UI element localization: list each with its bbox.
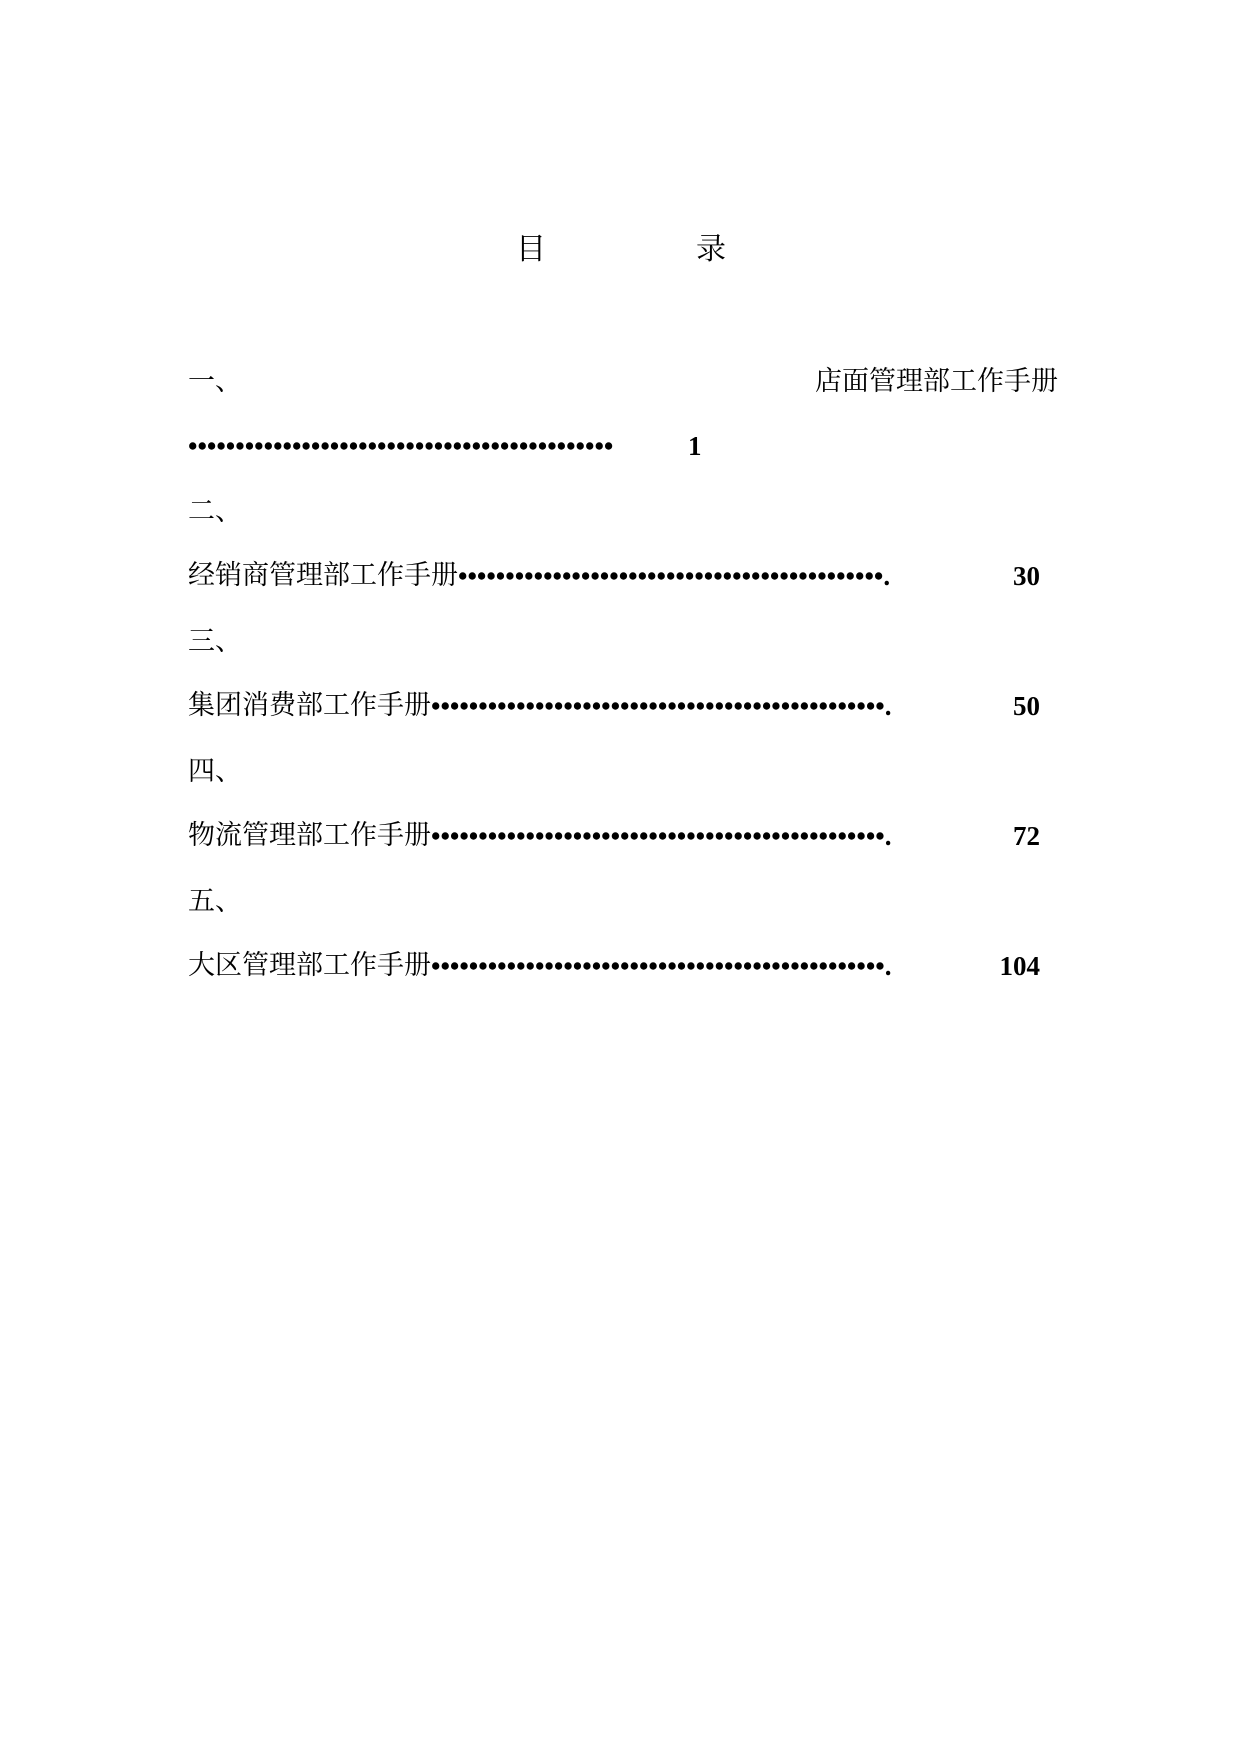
toc-entry-marker: 一、 (188, 366, 242, 397)
toc-entry-name: 物流管理部工作手册 (188, 820, 431, 851)
toc-entry-1-leader-line (188, 426, 708, 466)
toc-page-number: 50 (1013, 691, 1040, 721)
toc-entry-name: 店面管理部工作手册 (815, 366, 1058, 397)
toc-page-number: 72 (1013, 821, 1040, 851)
toc-entry-1-heading (188, 362, 1058, 402)
toc-entry-3 (188, 686, 1040, 726)
toc-entry-marker: 二、 (188, 496, 242, 527)
toc-entry-name: 经销商管理部工作手册 (188, 560, 458, 591)
toc-title-char-1: 目 (516, 232, 546, 267)
toc-leader-dots: ••••••••••••••••••••••••••••••••••••••••••••• (188, 431, 614, 461)
toc-entry-marker: 五、 (188, 886, 242, 917)
toc-leader-dots: ••••••••••••••••••••••••••••••••••••••••••••••••. (431, 691, 892, 721)
toc-entry-2 (188, 556, 1040, 596)
toc-entry-marker: 四、 (188, 756, 242, 787)
toc-title-char-2: 录 (696, 232, 726, 267)
toc-page-number: 104 (999, 951, 1040, 981)
toc-entry-name: 大区管理部工作手册 (188, 950, 431, 981)
toc-leader-dots: •••••••••••••••••••••••••••••••••••••••••••••. (458, 561, 891, 591)
toc-title (516, 228, 736, 272)
toc-page-number: 30 (1013, 561, 1040, 591)
toc-entry-name: 集团消费部工作手册 (188, 690, 431, 721)
toc-page-number: 1 (688, 431, 702, 461)
toc-entry-4 (188, 816, 1040, 856)
toc-leader-dots: ••••••••••••••••••••••••••••••••••••••••••••••••. (431, 821, 892, 851)
toc-entry-5 (188, 946, 1040, 986)
toc-leader-dots: ••••••••••••••••••••••••••••••••••••••••••••••••. (431, 951, 892, 981)
toc-entry-marker: 三、 (188, 626, 242, 657)
